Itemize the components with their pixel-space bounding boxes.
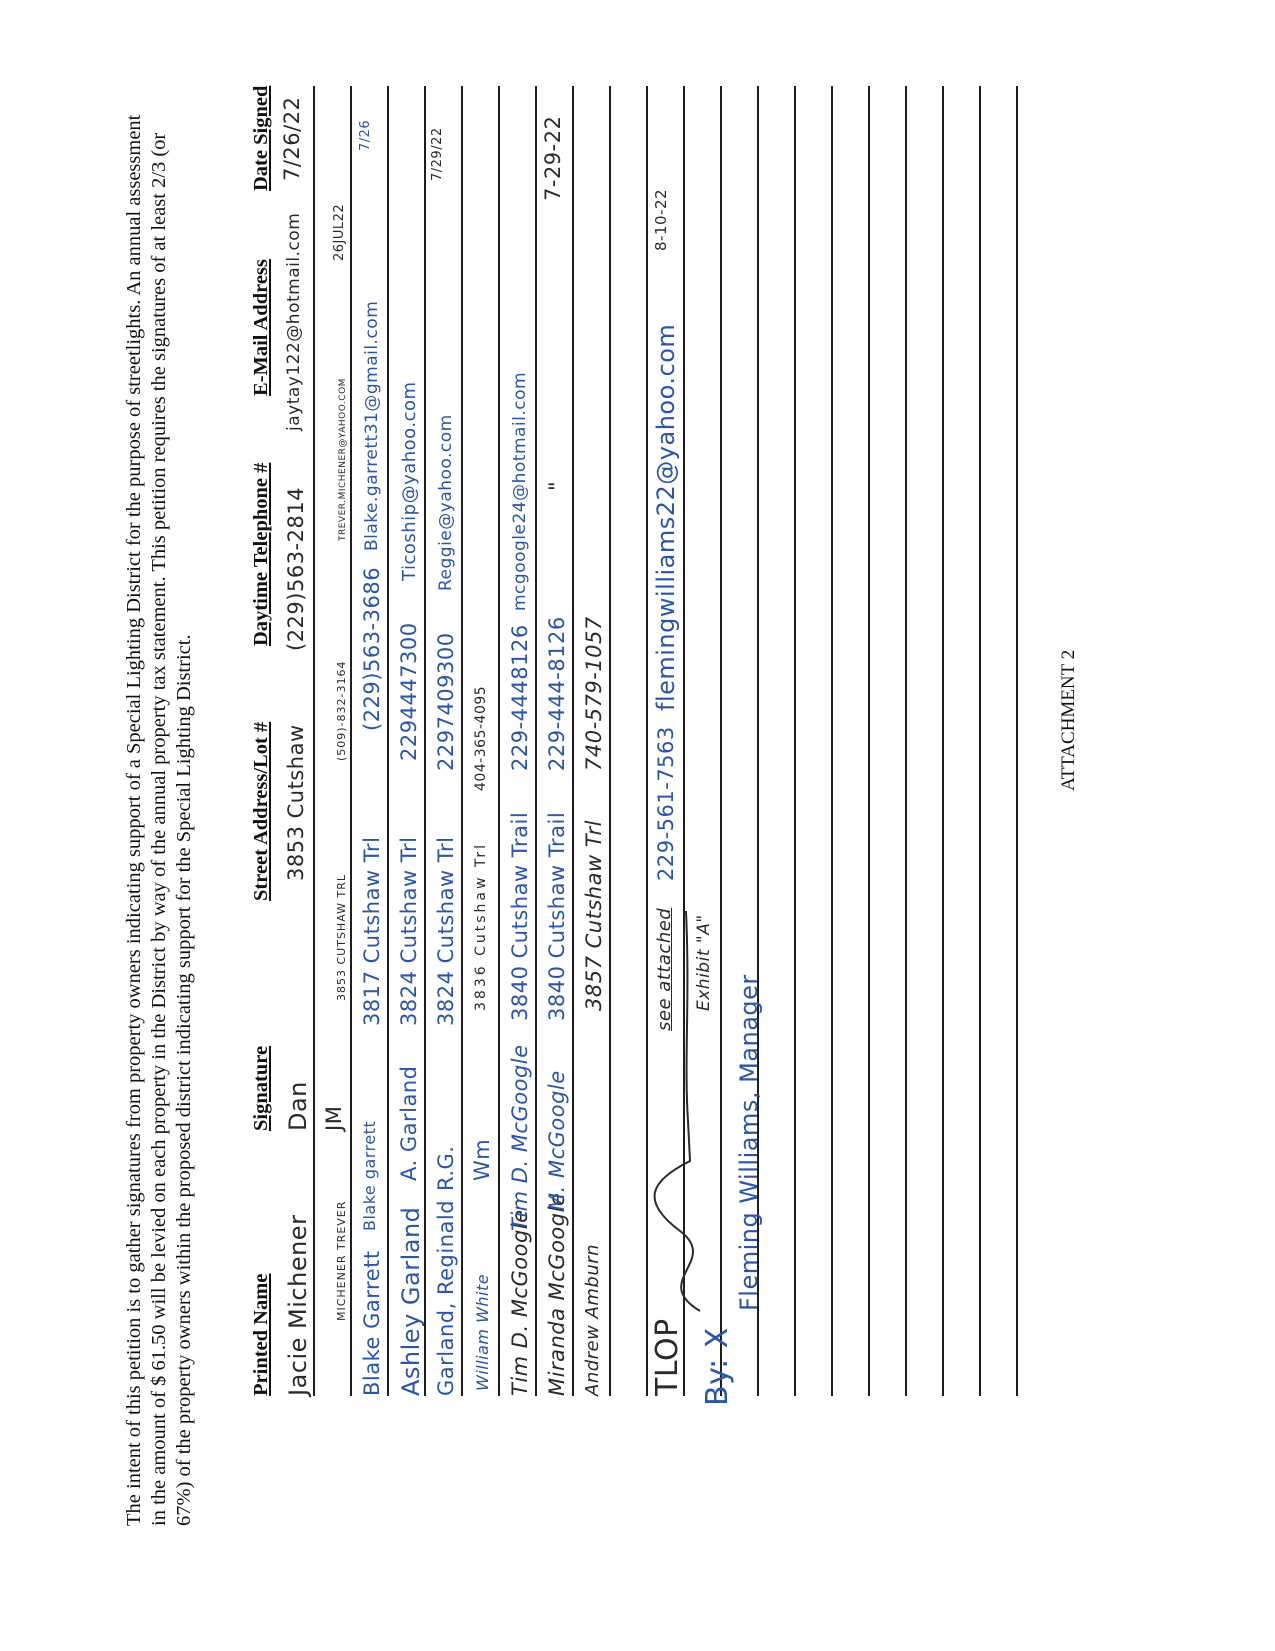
row-address: 3840 Cutshaw Trail xyxy=(508,811,532,1021)
row-signature: Tim D. McGoogle xyxy=(508,1044,532,1231)
row-email: Ticoship@yahoo.com xyxy=(399,381,420,581)
row-address: Exhibit "A" xyxy=(694,914,714,1011)
row-phone: 740-579-1057 xyxy=(582,616,606,771)
row-rule xyxy=(905,86,907,1396)
row-rule xyxy=(831,86,833,1396)
row-email: mcgoogle24@hotmail.com xyxy=(510,371,530,611)
row-signature: Blake garrett xyxy=(360,1120,379,1231)
row-rule xyxy=(572,86,574,1396)
row-address: 3857 Cutshaw Trl xyxy=(582,820,606,1011)
header-signature: Signature xyxy=(250,1045,272,1131)
attachment-label: ATTACHMENT 2 xyxy=(1058,649,1079,791)
row-name: Fleming Williams, Manager xyxy=(735,974,763,1311)
row-rule xyxy=(424,86,426,1396)
row-email: TREVER.MICHENER@YAHOO.COM xyxy=(338,378,348,541)
row-address: see attached xyxy=(654,907,675,1031)
row-rule xyxy=(609,86,611,1396)
header-email: E-Mail Address xyxy=(250,259,272,396)
row-name: Miranda McGoogle xyxy=(545,1192,569,1396)
row-name: Ashley Garland xyxy=(397,1206,425,1396)
row-phone: 404-365-4095 xyxy=(473,685,489,791)
row-email: flemingwilliams22@yahoo.com xyxy=(652,323,680,711)
row-rule xyxy=(1016,86,1018,1396)
row-rule xyxy=(535,86,537,1396)
row-rule xyxy=(979,86,981,1396)
row-rule xyxy=(350,86,352,1396)
row-email: Blake.garrett31@gmail.com xyxy=(362,300,382,551)
row-rule xyxy=(313,86,315,1396)
row-phone: (509)-832-3164 xyxy=(335,660,348,761)
signature-scribble xyxy=(640,901,730,1321)
header-date-signed: Date Signed xyxy=(250,85,272,191)
header-street-address: Street Address/Lot # xyxy=(250,721,272,901)
row-rule xyxy=(794,86,796,1396)
row-date: 7-29-22 xyxy=(541,115,565,201)
row-phone: (229)563-2814 xyxy=(284,486,308,651)
row-phone: 2297409300 xyxy=(434,632,458,771)
row-name: Andrew Amburn xyxy=(582,1243,603,1396)
row-signature: JM xyxy=(322,1105,346,1131)
row-name: Jacie Michener xyxy=(284,1214,312,1396)
row-rule xyxy=(461,86,463,1396)
row-phone: 229-4448126 xyxy=(508,624,532,771)
row-name: By: X xyxy=(700,1327,735,1406)
row-address: 3836 Cutshaw Trl xyxy=(473,841,489,1011)
row-address: 3840 Cutshaw Trail xyxy=(545,811,569,1021)
row-rule xyxy=(868,86,870,1396)
row-rule xyxy=(387,86,389,1396)
petition-intro: The intent of this petition is to gather signatures from property owners indicating support of a Special Lighting District for the purpose of streetlights. An annual assessment in the amount of $ 61.50 will be levied on each property in the District by way of the annual property tax statement. This petition requires the signatures of at least 2/3 (or 67%) of the property owners within the proposed district indicating support for the Special Lighting District. xyxy=(123,114,195,1526)
row-signature: Dan xyxy=(284,1081,312,1131)
row-email: jaytay122@hotmail.com xyxy=(284,212,304,431)
row-name: Tim D. McGoogle xyxy=(508,1209,532,1396)
row-email: " xyxy=(545,480,569,491)
header-telephone: Daytime Telephone # xyxy=(250,462,272,646)
row-date: 7/26 xyxy=(358,119,373,151)
row-date: 26JUL22 xyxy=(332,203,347,261)
row-name: TLOP xyxy=(650,1318,685,1396)
row-rule xyxy=(498,86,500,1396)
row-phone: 229-561-7563 xyxy=(654,726,678,881)
row-address: 3824 Cutshaw Trl xyxy=(397,836,421,1026)
row-phone: (229)563-3686 xyxy=(360,566,384,731)
row-name: William White xyxy=(473,1273,492,1391)
row-name: Blake Garrett xyxy=(360,1250,384,1396)
row-signature: A. Garland xyxy=(397,1065,421,1181)
row-signature: Wm xyxy=(470,1138,494,1181)
row-address: 3853 CUTSHAW TRL xyxy=(335,874,348,1001)
row-rule xyxy=(942,86,944,1396)
row-email: Reggie@yahoo.com xyxy=(436,414,456,591)
row-address: 3824 Cutshaw Trl xyxy=(434,836,458,1026)
row-name: Garland, Reginald xyxy=(434,1199,458,1396)
row-signature: R.G. xyxy=(434,1145,458,1191)
row-date: 8-10-22 xyxy=(652,188,670,251)
row-signature: M. McGoogle xyxy=(545,1070,569,1211)
row-address: 3853 Cutshaw xyxy=(284,724,308,881)
row-phone: 2294447300 xyxy=(397,622,421,761)
row-name: MICHENER TREVER xyxy=(335,1200,348,1321)
row-address: 3817 Cutshaw Trl xyxy=(360,836,384,1026)
row-phone: 229-444-8126 xyxy=(545,616,569,771)
header-printed-name: Printed Name xyxy=(250,1273,272,1396)
row-date: 7/26/22 xyxy=(280,96,304,181)
row-date: 7/29/22 xyxy=(430,127,445,181)
